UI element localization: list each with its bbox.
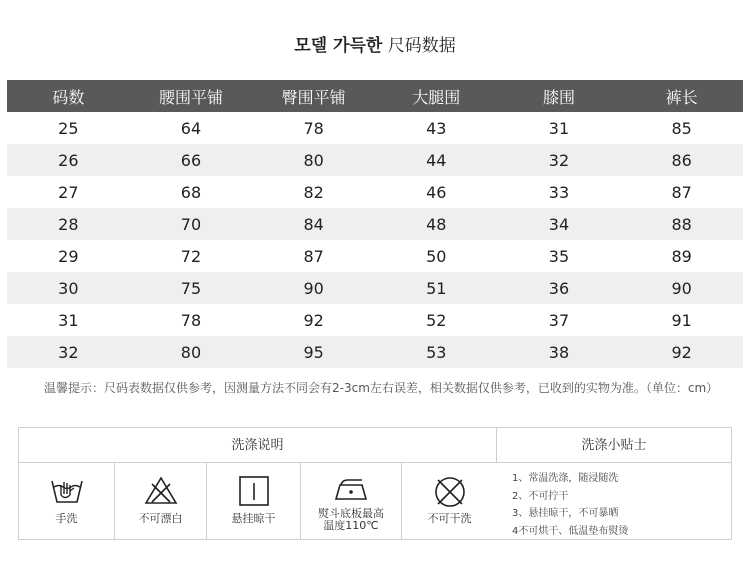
wash-tips-list <box>512 470 628 540</box>
size-table-cell: 26 <box>7 144 130 176</box>
size-table-cell: 68 <box>130 176 253 208</box>
size-table-cell: 31 <box>498 112 621 144</box>
size-table-cell: 52 <box>375 304 498 336</box>
size-table-cell: 37 <box>498 304 621 336</box>
wash-tip: 4不可烘干、低温垫布熨烫 <box>512 525 629 537</box>
size-table-cell: 70 <box>130 208 253 240</box>
wash-tip: 2、不可拧干 <box>512 490 569 502</box>
size-table-cell: 25 <box>7 112 130 144</box>
wash-icon-cell-hand-wash <box>19 463 115 539</box>
size-table-cell: 29 <box>7 240 130 272</box>
no-dry-clean-icon <box>432 475 468 509</box>
size-table-cell: 88 <box>620 208 743 240</box>
size-table-cell: 87 <box>620 176 743 208</box>
wash-label-hand-wash: 手洗 <box>55 512 78 525</box>
iron-icon <box>332 475 370 505</box>
size-table-cell: 87 <box>252 240 375 272</box>
wash-label-iron-temp: 温度110℃ <box>323 519 379 532</box>
size-table-cell: 50 <box>375 240 498 272</box>
size-table-cell: 80 <box>252 144 375 176</box>
size-table-header-row <box>7 80 743 112</box>
size-table-cell: 85 <box>620 112 743 144</box>
size-note: 温馨提示：尺码表数据仅供参考，因测量方法不同会有2-3cm左右误差，相关数据仅供参考，已收到的实物为准。（单位：cm） <box>44 381 719 395</box>
size-table-row <box>7 176 743 208</box>
size-table-cell: 92 <box>620 336 743 368</box>
header-size: 码数 <box>7 80 130 112</box>
size-table-cell: 90 <box>252 272 375 304</box>
size-table-row <box>7 240 743 272</box>
size-table-cell: 46 <box>375 176 498 208</box>
wash-icon-cell-no-dry-clean <box>402 463 497 539</box>
header-knee: 膝围 <box>498 80 621 112</box>
size-table-cell: 53 <box>375 336 498 368</box>
size-table-cell: 92 <box>252 304 375 336</box>
size-table-cell: 95 <box>252 336 375 368</box>
hand-wash-icon <box>49 475 85 507</box>
size-table-cell: 91 <box>620 304 743 336</box>
size-table-cell: 66 <box>130 144 253 176</box>
size-table-cell: 34 <box>498 208 621 240</box>
no-bleach-icon <box>143 475 179 507</box>
size-table-cell: 48 <box>375 208 498 240</box>
size-table-row <box>7 304 743 336</box>
size-table-cell: 32 <box>7 336 130 368</box>
size-table-cell: 90 <box>620 272 743 304</box>
size-table-row <box>7 144 743 176</box>
wash-tip: 3、悬挂晾干，不可暴晒 <box>512 508 619 519</box>
size-table-row <box>7 336 743 368</box>
size-table-cell: 33 <box>498 176 621 208</box>
wash-tips-title: 洗涤小贴士 <box>497 428 731 463</box>
size-table <box>7 80 743 368</box>
size-table-cell: 75 <box>130 272 253 304</box>
size-table-row <box>7 272 743 304</box>
size-table-cell: 44 <box>375 144 498 176</box>
header-thigh: 大腿围 <box>375 80 498 112</box>
size-table-cell: 72 <box>130 240 253 272</box>
size-table-cell: 32 <box>498 144 621 176</box>
size-table-cell: 27 <box>7 176 130 208</box>
page-title-chinese: 尺码数据 <box>387 36 456 56</box>
wash-icons-row <box>19 463 497 539</box>
size-table-cell: 64 <box>130 112 253 144</box>
wash-instructions-title: 洗涤说明 <box>19 428 497 463</box>
size-table-cell: 43 <box>375 112 498 144</box>
size-table-cell: 28 <box>7 208 130 240</box>
size-table-cell: 36 <box>498 272 621 304</box>
size-table-cell: 84 <box>252 208 375 240</box>
size-table-cell: 78 <box>252 112 375 144</box>
wash-label-line-dry: 悬挂晾干 <box>231 512 276 525</box>
header-length: 裤长 <box>620 80 743 112</box>
wash-label-no-bleach: 不可漂白 <box>138 512 183 525</box>
size-table-cell: 51 <box>375 272 498 304</box>
header-waist: 腰围平铺 <box>130 80 253 112</box>
wash-tip: 1、常温洗涤，随浸随洗 <box>512 473 619 484</box>
line-dry-icon <box>236 475 272 507</box>
page-title-korean: 모델 가득한 <box>294 36 383 56</box>
size-table-row <box>7 112 743 144</box>
size-table-cell: 80 <box>130 336 253 368</box>
size-table-cell: 82 <box>252 176 375 208</box>
wash-label-no-dry-clean: 不可干洗 <box>427 512 472 525</box>
size-table-cell: 31 <box>7 304 130 336</box>
wash-icon-cell-no-bleach <box>115 463 207 539</box>
header-hip: 臀围平铺 <box>252 80 375 112</box>
wash-icon-cell-iron <box>301 463 402 539</box>
wash-icon-cell-line-dry <box>207 463 301 539</box>
size-table-cell: 35 <box>498 240 621 272</box>
size-table-cell: 89 <box>620 240 743 272</box>
size-table-cell: 30 <box>7 272 130 304</box>
size-table-cell: 38 <box>498 336 621 368</box>
size-table-row <box>7 208 743 240</box>
wash-label-iron: 熨斗底板最高 <box>318 507 384 520</box>
page-title <box>0 35 750 57</box>
size-table-cell: 86 <box>620 144 743 176</box>
size-table-cell: 78 <box>130 304 253 336</box>
